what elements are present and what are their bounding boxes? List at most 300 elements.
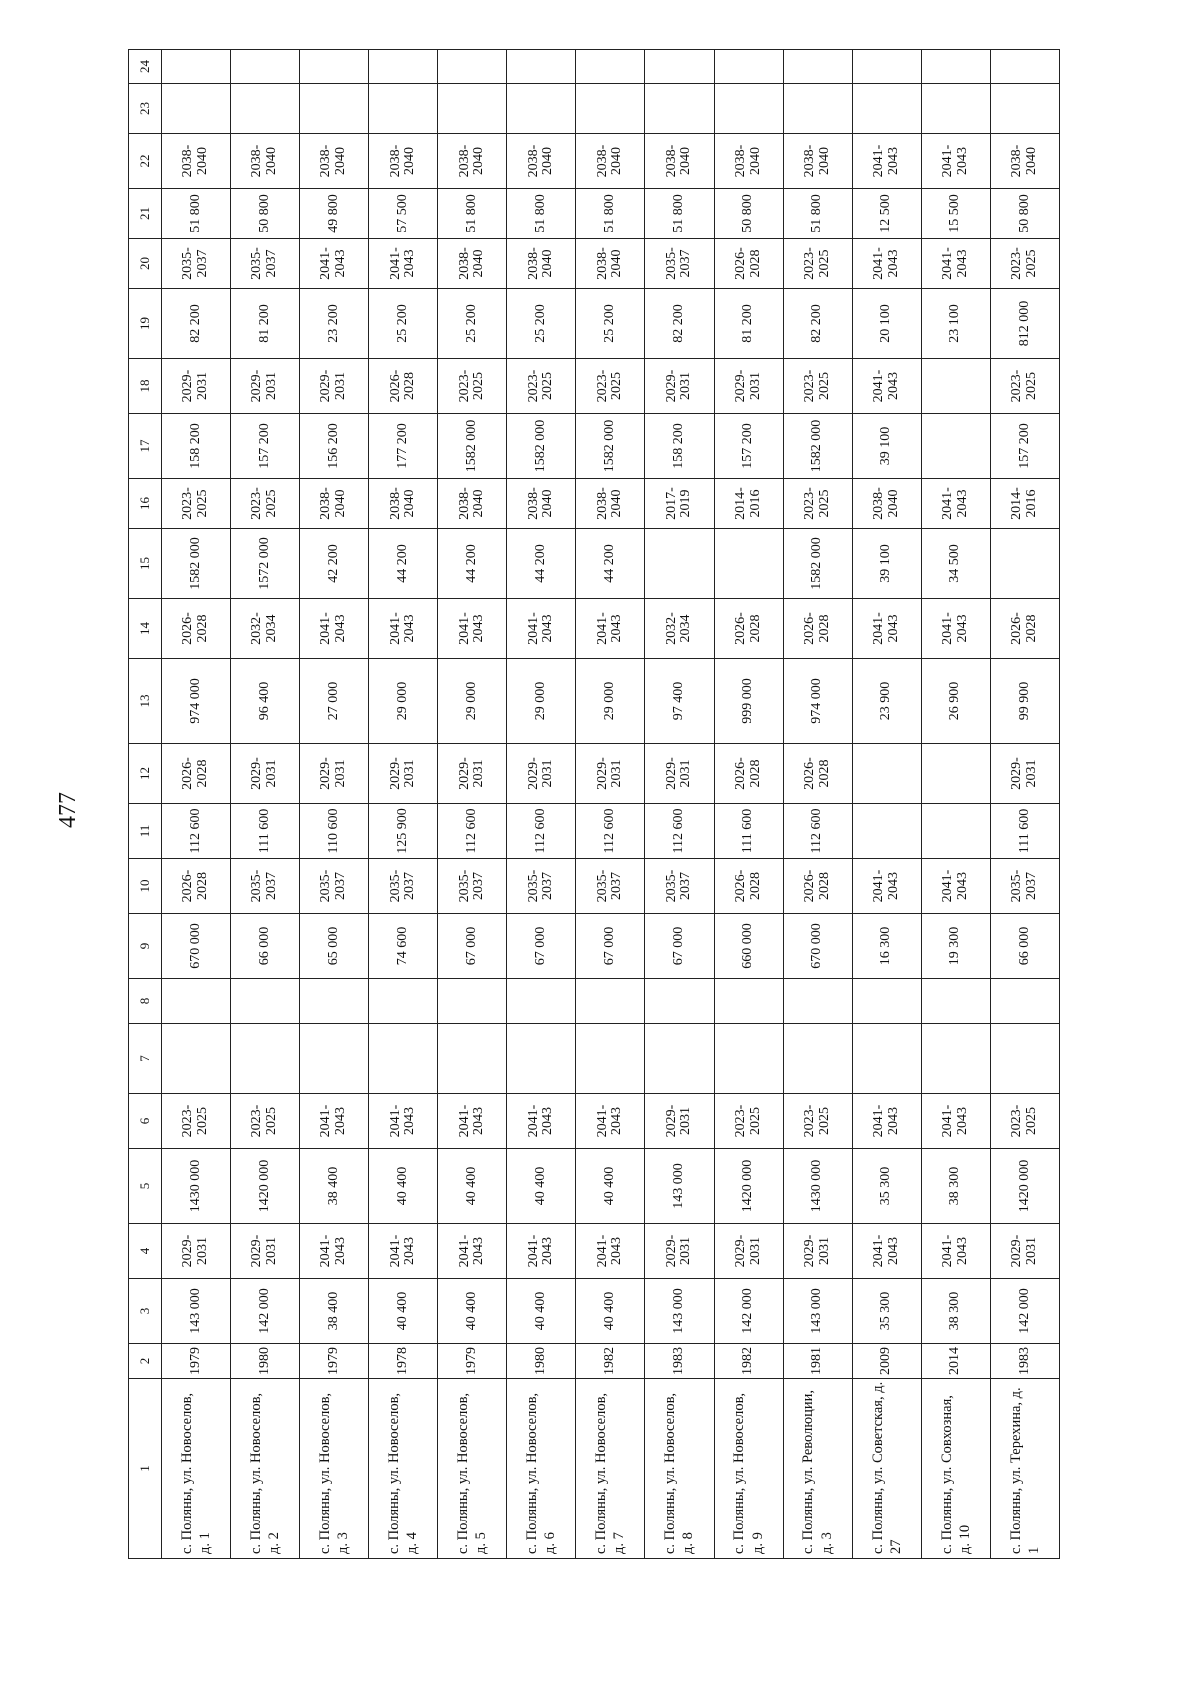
table-cell: 2038-2040	[369, 479, 438, 529]
table-cell: 974 000	[162, 659, 231, 744]
table-cell: 40 400	[369, 1149, 438, 1224]
table-cell: 2017-2019	[645, 479, 714, 529]
table-cell: 2023-2025	[990, 239, 1059, 289]
table-cell: 2026-2028	[783, 599, 852, 659]
table-cell: 27 000	[300, 659, 369, 744]
table-cell: 50 800	[714, 189, 783, 239]
table-cell	[645, 979, 714, 1024]
table-cell: 2009	[852, 1344, 921, 1379]
table-cell: 2041-2043	[369, 1094, 438, 1149]
table-cell	[231, 50, 300, 84]
table-cell: 111 600	[714, 804, 783, 859]
column-header: 14	[129, 599, 162, 659]
table-cell: 2035-2037	[507, 859, 576, 914]
table-cell: 112 600	[645, 804, 714, 859]
table-cell: 1983	[990, 1344, 1059, 1379]
table-cell: 2029-2031	[990, 744, 1059, 804]
table-cell: 112 600	[576, 804, 645, 859]
table-cell: 40 400	[507, 1149, 576, 1224]
table-cell: 2035-2037	[645, 239, 714, 289]
table-cell: 2038-2040	[162, 134, 231, 189]
table-cell: 2038-2040	[438, 239, 507, 289]
address-cell: с. Поляны, ул. Новоселов, д. 8	[645, 1379, 714, 1559]
table-cell: 82 200	[783, 289, 852, 359]
page-number: 477	[55, 792, 81, 828]
table-cell: 2041-2043	[921, 859, 990, 914]
table-cell: 2023-2025	[507, 359, 576, 414]
table-cell: 125 900	[369, 804, 438, 859]
address-cell: с. Поляны, ул. Революции, д. 3	[783, 1379, 852, 1559]
address-cell: с. Поляны, ул. Новоселов, д. 2	[231, 1379, 300, 1559]
table-cell: 142 000	[714, 1279, 783, 1344]
table-cell: 2026-2028	[783, 859, 852, 914]
table-cell: 29 000	[576, 659, 645, 744]
table-cell	[990, 1024, 1059, 1094]
table-cell: 67 000	[438, 914, 507, 979]
table-cell	[300, 50, 369, 84]
address-cell: с. Поляны, ул. Советская, д. 27	[852, 1379, 921, 1559]
table-cell: 1982	[576, 1344, 645, 1379]
table-cell: 2038-2040	[576, 479, 645, 529]
table-cell: 51 800	[438, 189, 507, 239]
table-cell: 66 000	[990, 914, 1059, 979]
table-cell: 2014-2016	[714, 479, 783, 529]
table-cell: 2041-2043	[576, 1224, 645, 1279]
table-cell: 1582 000	[162, 529, 231, 599]
table-cell: 38 400	[300, 1279, 369, 1344]
table-cell: 57 500	[369, 189, 438, 239]
address-cell: с. Поляны, ул. Новоселов, д. 4	[369, 1379, 438, 1559]
table-row	[783, 50, 852, 1559]
table-cell: 2023-2025	[783, 359, 852, 414]
table-cell	[990, 979, 1059, 1024]
table-cell: 23 100	[921, 289, 990, 359]
table-cell	[507, 84, 576, 134]
table-cell	[369, 979, 438, 1024]
table-cell: 1983	[645, 1344, 714, 1379]
table-cell	[714, 979, 783, 1024]
table-cell: 2029-2031	[507, 744, 576, 804]
table-cell	[231, 1024, 300, 1094]
table-cell: 112 600	[507, 804, 576, 859]
table-cell: 51 800	[162, 189, 231, 239]
table-cell: 2029-2031	[231, 359, 300, 414]
table-cell: 25 200	[369, 289, 438, 359]
table-cell	[921, 359, 990, 414]
table-cell: 29 000	[438, 659, 507, 744]
table-cell: 19 300	[921, 914, 990, 979]
column-header: 24	[129, 50, 162, 84]
table-cell: 2023-2025	[231, 1094, 300, 1149]
table-cell: 51 800	[576, 189, 645, 239]
column-header: 10	[129, 859, 162, 914]
table-cell: 40 400	[576, 1149, 645, 1224]
address-cell: с. Поляны, ул. Совхозная, д. 10	[921, 1379, 990, 1559]
table-cell: 2026-2028	[162, 599, 231, 659]
column-header: 22	[129, 134, 162, 189]
table-cell: 2041-2043	[921, 1224, 990, 1279]
table-cell: 2041-2043	[507, 1094, 576, 1149]
table-cell: 44 200	[438, 529, 507, 599]
table-cell	[438, 979, 507, 1024]
table-cell: 50 800	[231, 189, 300, 239]
table-cell	[300, 84, 369, 134]
table-cell	[783, 1024, 852, 1094]
table-cell: 2038-2040	[576, 239, 645, 289]
table-cell	[990, 50, 1059, 84]
table-cell: 2041-2043	[852, 134, 921, 189]
table-cell: 2041-2043	[576, 1094, 645, 1149]
table-cell	[852, 744, 921, 804]
table-cell: 2032-2034	[645, 599, 714, 659]
table-cell: 2035-2037	[645, 859, 714, 914]
table-cell	[990, 529, 1059, 599]
table-row	[714, 50, 783, 1559]
table-cell: 2038-2040	[438, 134, 507, 189]
table-cell: 156 200	[300, 414, 369, 479]
table-cell: 177 200	[369, 414, 438, 479]
column-header: 6	[129, 1094, 162, 1149]
column-header: 13	[129, 659, 162, 744]
table-cell: 44 200	[507, 529, 576, 599]
table-cell: 2041-2043	[852, 359, 921, 414]
table-cell: 1979	[300, 1344, 369, 1379]
table-cell: 44 200	[576, 529, 645, 599]
table-cell	[576, 979, 645, 1024]
table-cell: 29 000	[507, 659, 576, 744]
column-header: 1	[129, 1379, 162, 1559]
table-cell: 2038-2040	[300, 479, 369, 529]
table-cell: 2029-2031	[162, 359, 231, 414]
table-cell: 2029-2031	[300, 359, 369, 414]
table-cell: 2023-2025	[714, 1094, 783, 1149]
column-header: 23	[129, 84, 162, 134]
table-cell	[852, 804, 921, 859]
table-cell	[162, 979, 231, 1024]
table-cell: 1979	[162, 1344, 231, 1379]
table-cell: 158 200	[645, 414, 714, 479]
table-cell: 2038-2040	[507, 479, 576, 529]
table-cell: 112 600	[783, 804, 852, 859]
table-cell: 39 100	[852, 414, 921, 479]
table-cell	[921, 414, 990, 479]
table-cell: 2041-2043	[921, 239, 990, 289]
table-cell: 2041-2043	[921, 599, 990, 659]
table-cell: 1420 000	[714, 1149, 783, 1224]
table-cell: 2029-2031	[645, 359, 714, 414]
table-cell: 2029-2031	[231, 744, 300, 804]
table-row	[162, 50, 231, 1559]
table-cell: 2023-2025	[990, 359, 1059, 414]
column-header: 16	[129, 479, 162, 529]
table-cell: 2026-2028	[783, 744, 852, 804]
table-cell: 2038-2040	[507, 239, 576, 289]
table-cell: 38 400	[300, 1149, 369, 1224]
table-cell: 2032-2034	[231, 599, 300, 659]
table-cell: 97 400	[645, 659, 714, 744]
table-cell	[714, 529, 783, 599]
table-cell: 2029-2031	[714, 359, 783, 414]
table-cell: 20 100	[852, 289, 921, 359]
address-cell: с. Поляны, ул. Терехина, д. 1	[990, 1379, 1059, 1559]
table-cell: 143 000	[645, 1279, 714, 1344]
table-cell: 2023-2025	[231, 479, 300, 529]
table-cell: 82 200	[162, 289, 231, 359]
table-cell: 2029-2031	[369, 744, 438, 804]
table-cell: 2041-2043	[852, 1094, 921, 1149]
table-cell: 111 600	[990, 804, 1059, 859]
column-header: 12	[129, 744, 162, 804]
table-cell: 2038-2040	[714, 134, 783, 189]
table-cell: 2026-2028	[162, 859, 231, 914]
table-cell: 1980	[507, 1344, 576, 1379]
address-cell: с. Поляны, ул. Новоселов, д. 6	[507, 1379, 576, 1559]
table-cell: 2041-2043	[300, 599, 369, 659]
table-cell: 23 200	[300, 289, 369, 359]
table-cell	[369, 50, 438, 84]
table-cell: 2041-2043	[438, 1224, 507, 1279]
table-cell	[300, 979, 369, 1024]
table-cell: 2023-2025	[783, 479, 852, 529]
table-cell: 2026-2028	[714, 599, 783, 659]
table-row	[645, 50, 714, 1559]
table-cell: 2029-2031	[645, 1094, 714, 1149]
table-cell	[576, 1024, 645, 1094]
table-cell: 16 300	[852, 914, 921, 979]
table-cell: 2029-2031	[576, 744, 645, 804]
table-cell: 2026-2028	[714, 859, 783, 914]
table-cell: 2029-2031	[990, 1224, 1059, 1279]
table-cell	[852, 50, 921, 84]
table-cell	[852, 1024, 921, 1094]
table-cell: 51 800	[783, 189, 852, 239]
column-header: 15	[129, 529, 162, 599]
table-cell: 2023-2025	[162, 479, 231, 529]
table-cell	[921, 84, 990, 134]
table-cell: 44 200	[369, 529, 438, 599]
table-cell	[645, 1024, 714, 1094]
table-cell	[507, 1024, 576, 1094]
table-row	[921, 50, 990, 1559]
table-cell: 25 200	[576, 289, 645, 359]
table-cell: 2029-2031	[300, 744, 369, 804]
table-cell: 112 600	[438, 804, 507, 859]
table-cell	[921, 50, 990, 84]
table-cell: 51 800	[645, 189, 714, 239]
table-cell	[921, 979, 990, 1024]
table-cell	[162, 1024, 231, 1094]
table-cell: 1430 000	[162, 1149, 231, 1224]
column-header: 8	[129, 979, 162, 1024]
table-cell	[645, 84, 714, 134]
table-cell: 99 900	[990, 659, 1059, 744]
table-cell: 1582 000	[576, 414, 645, 479]
table-cell: 2026-2028	[162, 744, 231, 804]
table-cell: 2041-2043	[852, 859, 921, 914]
table-cell: 2041-2043	[438, 599, 507, 659]
table-cell: 670 000	[162, 914, 231, 979]
address-cell: с. Поляны, ул. Новоселов, д. 7	[576, 1379, 645, 1559]
column-header: 21	[129, 189, 162, 239]
table-cell: 812 000	[990, 289, 1059, 359]
table-cell	[921, 1024, 990, 1094]
table-cell: 2035-2037	[576, 859, 645, 914]
address-cell: с. Поляны, ул. Новоселов, д. 1	[162, 1379, 231, 1559]
table-cell: 143 000	[783, 1279, 852, 1344]
table-cell: 82 200	[645, 289, 714, 359]
table-cell: 40 400	[438, 1149, 507, 1224]
column-header: 11	[129, 804, 162, 859]
table-cell: 23 900	[852, 659, 921, 744]
table-cell: 2041-2043	[852, 239, 921, 289]
column-header: 20	[129, 239, 162, 289]
table-cell: 2029-2031	[645, 1224, 714, 1279]
table-cell: 39 100	[852, 529, 921, 599]
table-cell: 35 300	[852, 1149, 921, 1224]
table-cell: 112 600	[162, 804, 231, 859]
table-cell	[162, 84, 231, 134]
table-cell: 143 000	[645, 1149, 714, 1224]
table-cell: 2014-2016	[990, 479, 1059, 529]
table-cell: 66 000	[231, 914, 300, 979]
table-cell: 1979	[438, 1344, 507, 1379]
column-header: 4	[129, 1224, 162, 1279]
table-cell: 2038-2040	[369, 134, 438, 189]
table-cell: 670 000	[783, 914, 852, 979]
table-cell: 2038-2040	[645, 134, 714, 189]
table-cell	[852, 84, 921, 134]
table-cell	[921, 744, 990, 804]
table-cell	[162, 50, 231, 84]
table-cell: 1982	[714, 1344, 783, 1379]
table-cell: 1572 000	[231, 529, 300, 599]
table-cell: 40 400	[438, 1279, 507, 1344]
table-cell	[921, 804, 990, 859]
table-cell	[369, 1024, 438, 1094]
table-cell	[438, 1024, 507, 1094]
table-cell: 1582 000	[438, 414, 507, 479]
address-cell: с. Поляны, ул. Новоселов, д. 3	[300, 1379, 369, 1559]
table-cell: 2014	[921, 1344, 990, 1379]
table-cell: 1582 000	[783, 414, 852, 479]
table-cell: 2038-2040	[300, 134, 369, 189]
table-cell: 157 200	[231, 414, 300, 479]
table-cell	[300, 1024, 369, 1094]
table-cell: 1978	[369, 1344, 438, 1379]
table-cell	[714, 50, 783, 84]
table-cell: 2041-2043	[369, 239, 438, 289]
rotated-table-wrapper	[128, 60, 1060, 1559]
table-cell: 2041-2043	[852, 1224, 921, 1279]
table-row	[300, 50, 369, 1559]
table-cell: 999 000	[714, 659, 783, 744]
table-cell: 2035-2037	[300, 859, 369, 914]
table-cell: 67 000	[645, 914, 714, 979]
table-cell: 67 000	[576, 914, 645, 979]
column-header: 3	[129, 1279, 162, 1344]
address-cell: с. Поляны, ул. Новоселов, д. 5	[438, 1379, 507, 1559]
table-cell: 2023-2025	[990, 1094, 1059, 1149]
table-cell: 2026-2028	[714, 744, 783, 804]
table-cell: 2041-2043	[576, 599, 645, 659]
table-cell: 2029-2031	[783, 1224, 852, 1279]
column-header: 18	[129, 359, 162, 414]
table-cell	[990, 84, 1059, 134]
table-cell: 74 600	[369, 914, 438, 979]
table-cell: 49 800	[300, 189, 369, 239]
table-cell: 2023-2025	[162, 1094, 231, 1149]
table-cell: 111 600	[231, 804, 300, 859]
table-row	[438, 50, 507, 1559]
table-cell: 50 800	[990, 189, 1059, 239]
table-cell: 110 600	[300, 804, 369, 859]
table-cell: 38 300	[921, 1149, 990, 1224]
table-cell: 1420 000	[231, 1149, 300, 1224]
table-cell	[438, 50, 507, 84]
data-table	[128, 49, 1060, 1559]
table-cell: 2041-2043	[438, 1094, 507, 1149]
table-cell: 1981	[783, 1344, 852, 1379]
table-cell: 158 200	[162, 414, 231, 479]
table-cell: 65 000	[300, 914, 369, 979]
table-cell: 2041-2043	[300, 239, 369, 289]
table-cell: 974 000	[783, 659, 852, 744]
table-cell	[783, 50, 852, 84]
table-row	[507, 50, 576, 1559]
table-cell: 2038-2040	[507, 134, 576, 189]
table-cell	[783, 979, 852, 1024]
table-cell: 2023-2025	[576, 359, 645, 414]
table-cell	[783, 84, 852, 134]
table-cell: 40 400	[576, 1279, 645, 1344]
column-header: 2	[129, 1344, 162, 1379]
column-header: 9	[129, 914, 162, 979]
table-cell: 29 000	[369, 659, 438, 744]
table-cell: 157 200	[990, 414, 1059, 479]
table-cell	[714, 84, 783, 134]
table-cell: 67 000	[507, 914, 576, 979]
table-cell	[645, 529, 714, 599]
table-cell: 2029-2031	[438, 744, 507, 804]
table-cell: 2038-2040	[852, 479, 921, 529]
table-cell: 2041-2043	[300, 1094, 369, 1149]
table-cell: 2029-2031	[645, 744, 714, 804]
table-cell: 157 200	[714, 414, 783, 479]
table-cell: 142 000	[231, 1279, 300, 1344]
table-cell: 143 000	[162, 1279, 231, 1344]
table-cell	[507, 50, 576, 84]
table-cell: 2035-2037	[231, 239, 300, 289]
table-cell: 2023-2025	[438, 359, 507, 414]
table-cell: 2038-2040	[990, 134, 1059, 189]
table-cell: 2041-2043	[921, 134, 990, 189]
table-cell	[231, 979, 300, 1024]
table-cell	[507, 979, 576, 1024]
table-cell: 1582 000	[507, 414, 576, 479]
table-cell: 2041-2043	[300, 1224, 369, 1279]
table-cell: 96 400	[231, 659, 300, 744]
table-cell: 2026-2028	[990, 599, 1059, 659]
table-cell: 38 300	[921, 1279, 990, 1344]
table-cell: 142 000	[990, 1279, 1059, 1344]
table-cell: 35 300	[852, 1279, 921, 1344]
table-cell: 2041-2043	[507, 599, 576, 659]
table-cell: 2041-2043	[921, 1094, 990, 1149]
table-cell: 34 500	[921, 529, 990, 599]
column-header: 19	[129, 289, 162, 359]
table-cell: 2023-2025	[783, 239, 852, 289]
table-cell: 2023-2025	[783, 1094, 852, 1149]
